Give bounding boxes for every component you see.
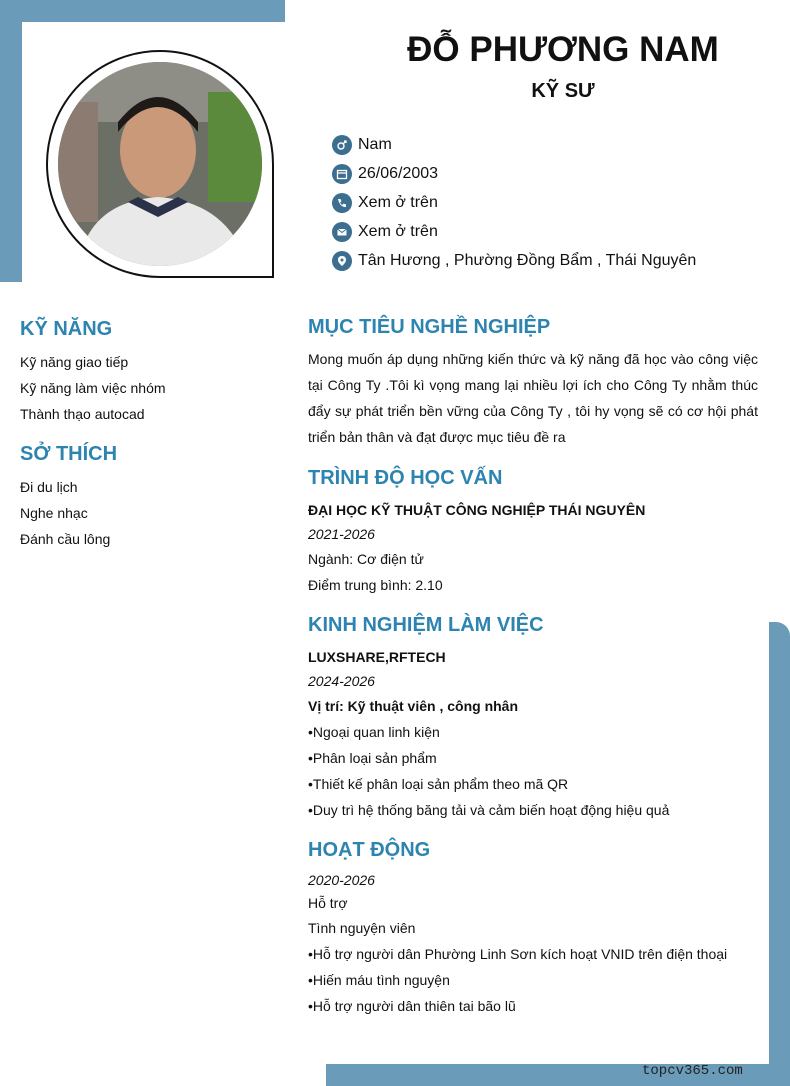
- personal-info: [332, 130, 696, 275]
- watermark: topcv365.com: [642, 1063, 743, 1079]
- candidate-name: ĐỖ PHƯƠNG NAM: [407, 30, 719, 69]
- activities-role: Hỗ trợ: [308, 895, 348, 911]
- info-birthdate-text: 26/06/2003: [358, 164, 439, 182]
- experience-section: [308, 614, 758, 823]
- activities-org: Tình nguyện viên: [308, 920, 416, 936]
- skills-heading: KỸ NĂNG: [20, 318, 113, 340]
- activities-section: [308, 839, 758, 1019]
- education-major: Ngành: Cơ điện tử: [308, 551, 424, 567]
- gender-icon: [332, 135, 352, 155]
- experience-task: •Thiết kế phân loại sản phẩm theo mã QR: [308, 776, 569, 792]
- objective-section: [308, 316, 758, 450]
- skill-item: Kỹ năng làm việc nhóm: [20, 380, 166, 396]
- phone-icon: [332, 193, 352, 213]
- email-icon: [332, 222, 352, 242]
- activities-heading: HOẠT ĐỘNG: [308, 839, 431, 861]
- info-email: [332, 217, 696, 246]
- skill-item: Thành thạo autocad: [20, 406, 145, 422]
- hobby-item: Đánh cầu lông: [20, 531, 111, 547]
- hobby-item: Nghe nhạc: [20, 505, 88, 521]
- hobbies-heading: SỞ THÍCH: [20, 443, 118, 465]
- activity-item: •Hiến máu tình nguyện: [308, 972, 450, 988]
- company-name: LUXSHARE,RFTECH: [308, 649, 446, 665]
- education-heading: TRÌNH ĐỘ HỌC VẤN: [308, 467, 503, 489]
- activity-item: •Hỗ trợ người dân thiên tai bão lũ: [308, 998, 516, 1014]
- info-phone-text: Xem ở trên: [358, 193, 438, 211]
- info-email-text: Xem ở trên: [358, 222, 438, 240]
- activities-period: 2020-2026: [308, 872, 375, 888]
- activity-item: •Hỗ trợ người dân Phường Linh Sơn kích hoạt VNID trên điện thoại: [308, 946, 728, 962]
- info-phone: [332, 188, 696, 217]
- info-birthdate: [332, 159, 696, 188]
- calendar-icon: [332, 164, 352, 184]
- skill-item: Kỹ năng giao tiếp: [20, 354, 129, 370]
- education-section: [308, 467, 758, 598]
- experience-task: •Ngoại quan linh kiện: [308, 724, 440, 740]
- objective-heading: MỤC TIÊU NGHỀ NGHIỆP: [308, 316, 551, 338]
- experience-period: 2024-2026: [308, 673, 375, 689]
- hobby-item: Đi du lịch: [20, 479, 78, 495]
- job-title: KỸ SƯ: [531, 80, 595, 102]
- avatar: [58, 62, 262, 266]
- info-address-text: Tân Hương , Phường Đồng Bẩm , Thái Nguyên: [358, 251, 697, 269]
- left-column: [20, 318, 280, 552]
- objective-text: Mong muốn áp dụng những kiến thức và kỹ năng đã học vào công việc tại Công Ty .Tôi kì vọng mang lại nhiều lợi ích cho Công Ty nhằm thúc đẩy sự phát triển bền vững của Công Ty , tôi hy vọng sẽ có cơ hội phát triển bản thân và đạt được mục tiêu đề ra: [308, 351, 758, 445]
- info-address: [332, 246, 696, 275]
- school-name: ĐẠI HỌC KỸ THUẬT CÔNG NGHIỆP THÁI NGUYÊN: [308, 502, 646, 518]
- experience-heading: KINH NGHIỆM LÀM VIỆC: [308, 614, 544, 636]
- info-gender: [332, 130, 696, 159]
- info-gender-text: Nam: [358, 135, 392, 153]
- education-gpa: Điểm trung bình: 2.10: [308, 577, 443, 593]
- education-period: 2021-2026: [308, 526, 375, 542]
- location-icon: [332, 251, 352, 271]
- experience-task: •Duy trì hệ thống băng tải và cảm biến hoạt động hiệu quả: [308, 802, 670, 818]
- experience-task: •Phân loại sản phẩm: [308, 750, 437, 766]
- experience-position: Vị trí: Kỹ thuật viên , công nhân: [308, 698, 519, 714]
